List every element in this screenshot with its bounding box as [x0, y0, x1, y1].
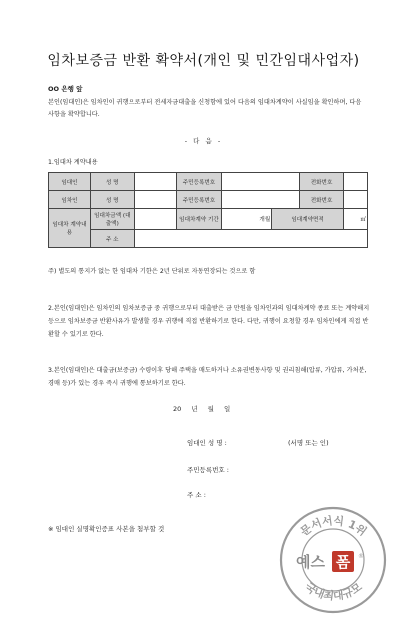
lessee-phone-cell[interactable] — [343, 191, 367, 209]
period-cell[interactable] — [222, 209, 272, 230]
signature-seal-label: (서명 또는 인) — [288, 439, 329, 447]
lessor-label: 임대인 — [49, 173, 91, 191]
lessor-address-label: 주 소 : — [187, 491, 206, 499]
period-unit: 개월 — [259, 217, 271, 223]
stamp-form-text: 폼 — [335, 553, 351, 571]
lessee-rrn-cell[interactable] — [222, 191, 300, 209]
area-cell[interactable] — [343, 209, 367, 230]
area-label: 임대계약면적 — [272, 209, 344, 230]
table-row-contract — [49, 209, 368, 230]
lessor-rrn-cell[interactable] — [222, 173, 300, 191]
stamp-registered-mark: ® — [358, 553, 364, 560]
address-label: 주 소 — [90, 230, 134, 248]
renewal-note: 주) 별도의 통지가 없는 한 임대차 기한은 2년 단위로 자동연장되는 것으로 함 — [48, 268, 256, 275]
clause-3: 3.본인(임대인)은 대출금(보증금) 수령이후 당해 주택을 매도하거나 소유권변동사항 및 권리침해(압류, 가압류, 가처분, 경매 등)가 있는 경우 즉시 귀행에 통보하기로 한다. — [48, 367, 367, 387]
name-label: 성 명 — [90, 191, 134, 209]
area-unit: ㎡ — [360, 217, 366, 223]
table-row-lessor — [49, 173, 368, 191]
table-row-address — [49, 230, 368, 248]
rrn-label: 주민등록번호 — [176, 191, 222, 209]
signing-date: 20 년 월 일 — [173, 405, 231, 413]
lessor-name-cell[interactable] — [134, 173, 176, 191]
section-1-heading: 1.임대차 계약내용 — [48, 159, 98, 166]
lease-contract-table — [48, 172, 368, 248]
intro-paragraph: 본인(임대인)은 임차인이 귀행으로부터 전세자금대출을 신청함에 있어 다음의 임대차계약이 사실임을 확인하며, 다음 사항을 확약합니다. — [48, 99, 362, 118]
lessor-phone-cell[interactable] — [343, 173, 367, 191]
name-label: 성 명 — [90, 173, 134, 191]
lessor-name-label: 임대인 성 명 : — [187, 439, 227, 447]
stamp-yes-text: 예스 — [296, 553, 325, 571]
table-row-lessee — [49, 191, 368, 209]
addressee: OO 은행 앞 — [48, 85, 83, 93]
deposit-cell[interactable] — [134, 209, 176, 230]
deposit-label: 임대차금액 (대출액) — [90, 209, 134, 230]
lessee-label: 임차인 — [49, 191, 91, 209]
lessor-rrn-label: 주민등록번호 : — [187, 466, 229, 474]
section-divider: - 다 음 - — [184, 137, 223, 145]
document-title: 임차보증금 반환 확약서(개인 및 민간임대사업자) — [47, 53, 360, 69]
contract-info-label: 임대차 계약내용 — [49, 209, 91, 248]
rrn-label: 주민등록번호 — [176, 173, 222, 191]
stamp-bottom-text: 국내최대규모 — [302, 580, 365, 603]
period-label: 임대차계약 기간 — [176, 209, 222, 230]
lessee-name-cell[interactable] — [134, 191, 176, 209]
phone-label: 전화번호 — [300, 173, 344, 191]
yesform-stamp-logo — [276, 500, 391, 615]
attachment-note: ※ 임대인 실명확인증표 사본을 첨부할 것 — [48, 525, 165, 533]
stamp-top-text: 문서서식 1위 — [298, 514, 369, 539]
clause-2: 2.본인(임대인)은 임차인의 임차보증금 중 귀행으로부터 대출받은 금 만원을 임차인과의 임대차계약 종료 또는 계약해지 등으로 임차보증금 반환사유가 발생할 경우 귀행에 직접 반환하기로 한다. 다만, 귀행이 요청할 경우 임차인에게 직접 반환할 수 있기로 한다. — [48, 305, 370, 338]
address-cell[interactable] — [134, 230, 367, 248]
phone-label: 전화번호 — [300, 191, 344, 209]
